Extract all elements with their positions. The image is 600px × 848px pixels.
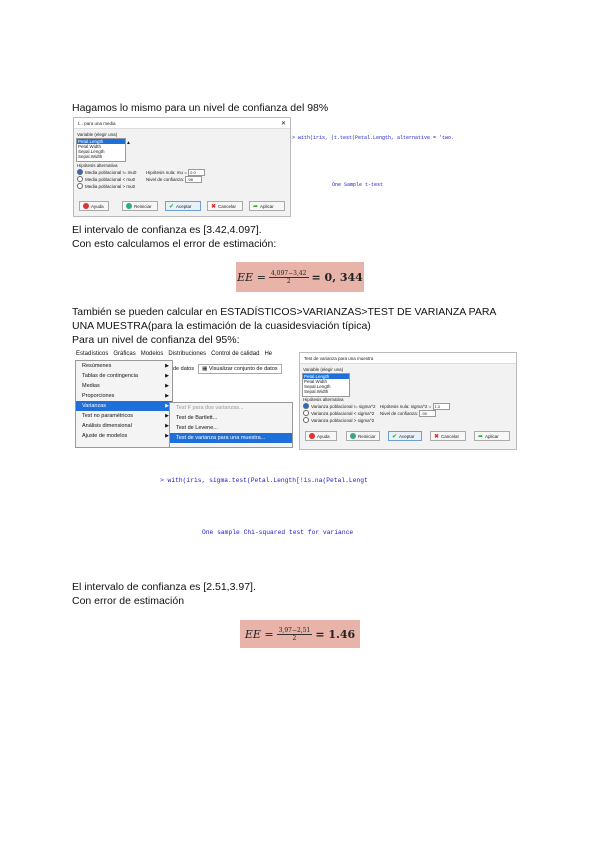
toolbar: de datos ▦ Visualizar conjunto de datos <box>173 364 282 374</box>
radio-greater[interactable]: Media poblacional > mu0 <box>77 183 135 189</box>
variable-item[interactable]: Petal.Width <box>304 379 328 384</box>
variable-item[interactable]: Sepal.Width <box>78 154 103 159</box>
r-output-ttest <box>292 118 518 216</box>
menu-item[interactable]: Tablas de contingencia ▶ <box>82 373 169 379</box>
radio-greater[interactable]: Varianza poblacional > sigma^2 <box>303 417 374 423</box>
paragraph-error: Con esto calculamos el error de estimación: <box>72 238 277 250</box>
accept-button[interactable]: ✔ Aceptar <box>388 431 422 441</box>
menu-item[interactable]: Análisis dimensional ▶ <box>82 423 169 429</box>
radio-less[interactable]: Media poblacional < mu0 <box>77 176 135 182</box>
radio-not-equal[interactable]: Varianza poblacional != sigma^2 <box>303 403 375 409</box>
reset-button[interactable]: Reiniciar <box>122 201 158 211</box>
variable-label: Variable (elegir una) <box>303 367 344 372</box>
menu-modelos[interactable]: Modelos <box>140 351 164 357</box>
paragraph-error-2: Con error de estimación <box>72 595 185 607</box>
console-command: > with(iris, (t.test(Petal.Length, alternative = 'two. <box>292 135 455 142</box>
interval-result-2: El intervalo de confianza es [2.51,3.97]. <box>72 581 256 593</box>
variable-item[interactable]: Petal.Length <box>77 139 125 144</box>
dialog-titlebar <box>74 118 290 129</box>
confidence-input[interactable]: .98 <box>185 176 202 183</box>
hypothesis-label: Hipótesis alternativa <box>77 163 118 168</box>
help-icon <box>83 203 89 209</box>
conf-field-row: Nivel de confianza: .98 <box>146 176 202 183</box>
help-icon <box>309 433 315 439</box>
mu-field-row: Hipótesis nula: mu = 0.0 <box>146 169 205 176</box>
submenu-item[interactable]: Test de Levene... <box>176 425 218 431</box>
menu-help[interactable]: He <box>264 351 273 357</box>
dialog-title: t... para una media <box>78 120 116 126</box>
sigma-input[interactable]: 1.0 <box>433 403 450 410</box>
r-output-variance <box>160 457 442 579</box>
rcommander-menu-screenshot <box>73 348 296 448</box>
help-button[interactable]: Ayuda <box>305 431 337 441</box>
variable-item[interactable]: Sepal.Width <box>304 389 329 394</box>
menu-item[interactable]: Proporciones ▶ <box>82 393 169 399</box>
help-button[interactable]: Ayuda <box>79 201 109 211</box>
dialog-title: Test de varianza para una muestra <box>304 355 374 361</box>
statistics-menu <box>75 360 173 448</box>
menu-item[interactable]: Ajuste de modelos ▶ <box>82 433 169 439</box>
reset-icon <box>350 433 356 439</box>
check-icon: ✔ <box>169 203 175 210</box>
submenu-item[interactable]: Test F para dos varianzas... <box>176 405 244 411</box>
apply-button[interactable]: ➦ Aplicar <box>249 201 285 211</box>
test-title: One Sample t-test <box>332 182 384 189</box>
conf-field-row: Nivel de confianza: .95 <box>380 410 436 417</box>
menu-bar <box>73 348 296 360</box>
check-icon: ✔ <box>392 433 398 440</box>
menu-item[interactable]: Resúmenes ▶ <box>82 363 169 369</box>
confidence-input[interactable]: .95 <box>419 410 436 417</box>
cross-icon: ✖ <box>434 433 440 440</box>
view-dataset-button[interactable]: ▦ Visualizar conjunto de datos <box>198 364 281 374</box>
variable-list[interactable] <box>76 138 126 162</box>
mu-input[interactable]: 0.0 <box>188 169 205 176</box>
test-title: One sample Chi-squared test for variance <box>202 529 354 537</box>
arrow-icon: ➦ <box>478 433 484 440</box>
menu-estadisticos[interactable]: Estadísticos <box>76 351 109 357</box>
dialog-titlebar <box>300 353 516 364</box>
variable-item[interactable]: Sepal.Length <box>78 149 105 154</box>
table-icon: ▦ <box>202 366 208 372</box>
submenu-item-one-sample[interactable]: Test de varianza para una muestra... <box>170 433 292 443</box>
reset-button[interactable]: Reiniciar <box>346 431 380 441</box>
variable-label: Variable (elegir una) <box>77 132 118 137</box>
variance-test-dialog <box>299 352 517 450</box>
interval-result-1: El intervalo de confianza es [3.42,4.097]. <box>72 224 262 236</box>
cross-icon: ✖ <box>211 203 217 210</box>
hypothesis-label: Hipótesis alternativa <box>303 397 344 402</box>
t-test-dialog <box>73 117 291 217</box>
menu-control-calidad[interactable]: Control de calidad <box>211 351 260 357</box>
menu-item[interactable]: Test no paramétricos ▶ <box>82 413 169 419</box>
apply-button[interactable]: ➦ Aplicar <box>474 431 510 441</box>
menu-graficas[interactable]: Gráficas <box>113 351 136 357</box>
menu-distribuciones[interactable]: Distribuciones <box>168 351 207 357</box>
paragraph-95-confidence: Para un nivel de confianza del 95%: <box>72 334 240 346</box>
radio-not-equal[interactable]: Media poblacional != mu0 <box>77 169 136 175</box>
paragraph-98-confidence: Hagamos lo mismo para un nivel de confianza del 98% <box>72 102 329 114</box>
variable-item[interactable]: Petal.Width <box>78 144 102 149</box>
menu-item[interactable]: Medias ▶ <box>82 383 169 389</box>
varianzas-submenu <box>169 402 293 448</box>
variable-item[interactable]: Petal.Length <box>303 374 349 379</box>
menu-item-varianzas[interactable]: Varianzas ▶ <box>76 401 172 411</box>
accept-button[interactable]: ✔ Aceptar <box>165 201 201 211</box>
close-icon[interactable]: ✕ <box>280 120 286 127</box>
variable-item[interactable]: Sepal.Length <box>304 384 331 389</box>
list-scroll-arrow-icon[interactable]: ▲ <box>126 140 131 146</box>
submenu-item[interactable]: Test de Bartlett... <box>176 415 218 421</box>
reset-icon <box>126 203 132 209</box>
radio-less[interactable]: Varianza poblacional < sigma^2 <box>303 410 374 416</box>
variable-list[interactable] <box>302 373 350 397</box>
cancel-button[interactable]: ✖ Cancelar <box>207 201 243 211</box>
formula-ee-2: EE = $\frac{3,97-2,51}{2}$ = 1.46 <box>240 620 360 648</box>
arrow-icon: ➦ <box>253 203 259 210</box>
paragraph-varianzas: También se pueden calcular en ESTADÍSTICOS>VARIANZAS>TEST DE VARIANZA PARA <box>72 306 497 318</box>
sigma-field-row: Hipótesis nula: sigma^2 = 1.0 <box>380 403 450 410</box>
paragraph-varianzas-2: UNA MUESTRA(para la estimación de la cuasidesviación típica) <box>72 320 371 332</box>
console-command: > with(iris, sigma.test(Petal.Length[!is.na(Petal.Lengt <box>160 476 368 484</box>
cancel-button[interactable]: ✖ Cancelar <box>430 431 466 441</box>
formula-ee-1: EE = $\frac{4,097-3,42}{2}$ = 0, 344 <box>236 262 364 292</box>
